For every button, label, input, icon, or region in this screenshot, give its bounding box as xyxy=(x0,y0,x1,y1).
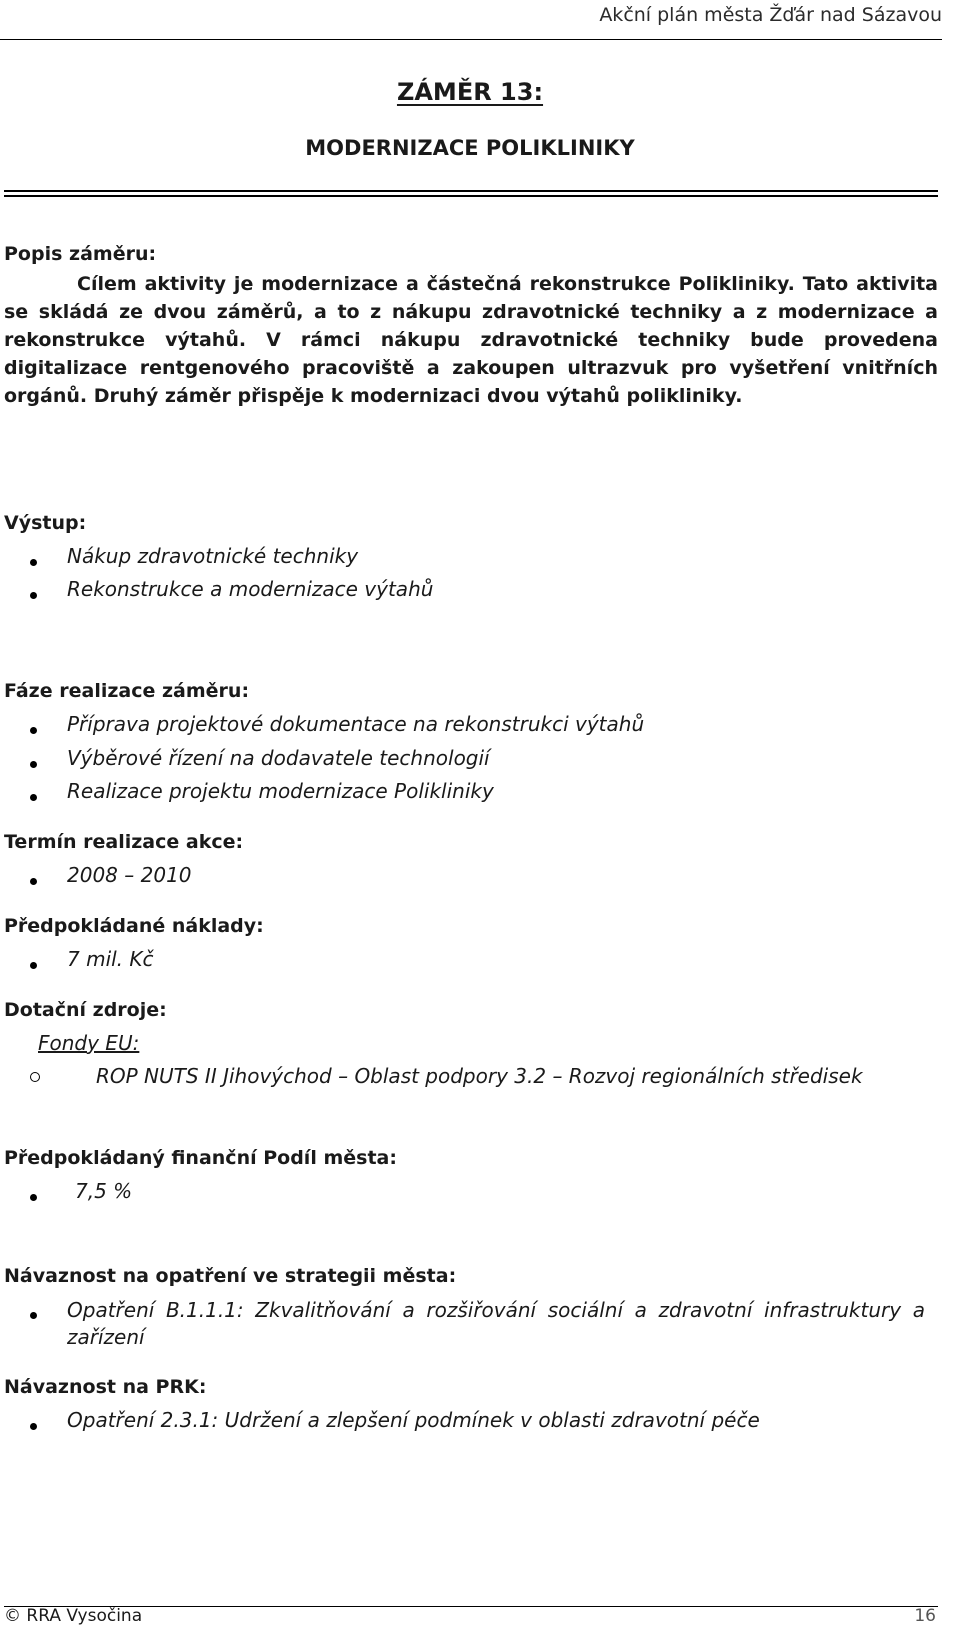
page-number: 16 xyxy=(914,1606,936,1626)
footer-divider xyxy=(4,1606,938,1607)
page-title: ZÁMĚR 13: xyxy=(396,78,544,106)
faze-heading: Fáze realizace záměru: xyxy=(4,680,250,702)
popis-text: Cílem aktivity je modernizace a částečná rekonstrukce Polikliniky. Tato aktivita se skládá ze dvou záměrů, a to z nákupu zdravotnické techniky a z modernizace a rekonstrukce výtahů. V rámci nákupu zdravotnické techniky bude provedena digitalizace rentgenového pracoviště a zakoupen ultrazvuk pro vyšetření vnitřních orgánů. Druhý záměr přispěje k modernizaci dvou výtahů polikliniky. xyxy=(4,273,938,407)
vystup-item: Rekonstrukce a modernizace výtahů xyxy=(67,577,434,601)
termin-heading: Termín realizace akce: xyxy=(4,831,244,853)
bullet-icon xyxy=(30,1423,37,1430)
bullet-icon xyxy=(30,761,37,768)
dotacni-item: ROP NUTS II Jihovýchod – Oblast podpory 3.2 – Rozvoj regionálních středisek xyxy=(96,1064,863,1088)
dotacni-heading: Dotační zdroje: xyxy=(4,999,167,1021)
title-block xyxy=(0,78,940,160)
bullet-icon xyxy=(30,559,37,566)
termin-item: 2008 – 2010 xyxy=(67,863,192,887)
naklady-heading: Předpokládané náklady: xyxy=(4,915,264,937)
vystup-heading: Výstup: xyxy=(4,512,87,534)
faze-item: Realizace projektu modernizace Polikliniky xyxy=(67,779,494,803)
bullet-icon xyxy=(30,1312,37,1319)
bullet-icon xyxy=(30,794,37,801)
header-title: Akční plán města Žďár nad Sázavou xyxy=(599,4,942,26)
navaznost-strategie-heading: Návaznost na opatření ve strategii města: xyxy=(4,1265,457,1287)
bullet-icon xyxy=(30,592,37,599)
faze-item: Příprava projektové dokumentace na rekonstrukci výtahů xyxy=(67,712,645,736)
navaznost-prk-item: Opatření 2.3.1: Udržení a zlepšení podmínek v oblasti zdravotní péče xyxy=(67,1408,760,1432)
navaznost-strategie-item: Opatření B.1.1.1: Zkvalitňování a rozšiřování sociální a zdravotní infrastruktury a zařízení xyxy=(67,1298,925,1349)
popis-heading: Popis záměru: xyxy=(4,243,157,265)
bullet-icon xyxy=(30,962,37,969)
faze-item: Výběrové řízení na dodavatele technologií xyxy=(67,746,490,770)
bullet-icon xyxy=(30,727,37,734)
popis-paragraph xyxy=(4,270,938,410)
vystup-item: Nákup zdravotnické techniky xyxy=(67,544,359,568)
podil-item: 7,5 % xyxy=(75,1179,133,1203)
page-subtitle: MODERNIZACE POLIKLINIKY xyxy=(305,136,635,160)
page-header xyxy=(0,4,942,40)
footer-copyright: © RRA Vysočina xyxy=(4,1606,143,1626)
bullet-icon xyxy=(30,1194,37,1201)
navaznost-prk-heading: Návaznost na PRK: xyxy=(4,1376,207,1398)
circle-bullet-icon xyxy=(30,1072,40,1082)
podil-heading: Předpokládaný finanční Podíl města: xyxy=(4,1147,397,1169)
bullet-icon xyxy=(30,878,37,885)
title-divider xyxy=(4,190,938,197)
fondy-label: Fondy EU: xyxy=(38,1031,140,1055)
naklady-item: 7 mil. Kč xyxy=(67,947,154,971)
